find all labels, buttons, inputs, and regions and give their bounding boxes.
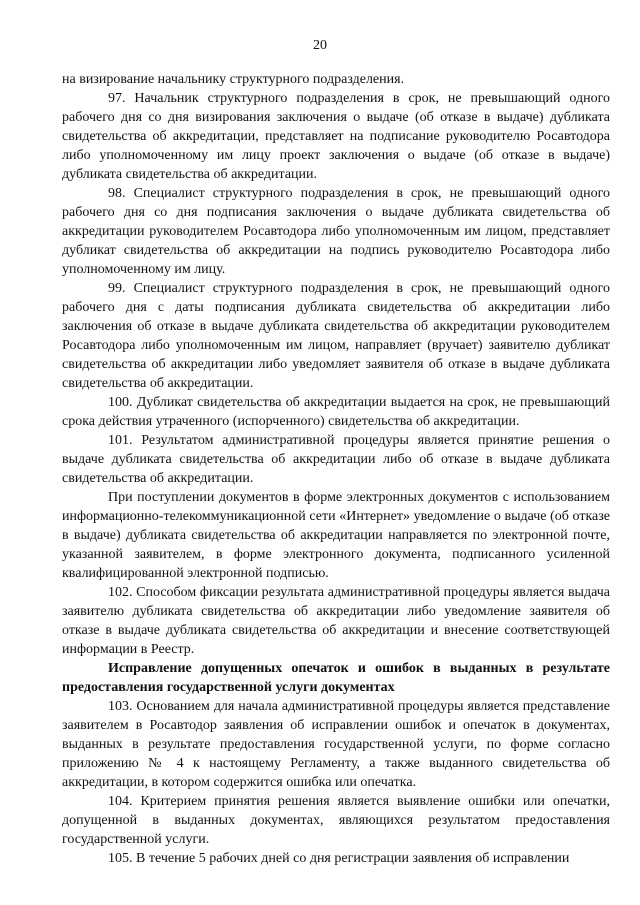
paragraph-103: 103. Основанием для начала административной процедуры является представление заявителем в Росавтодор заявления об исправлении ошибок и опечаток в документах, выданных в результате предоставления государственной услуги, по форме согласно приложению № 4 к настоящему Регламенту, а также выданного свидетельства об аккредитации, в котором содержится ошибка или опечатка.: [62, 699, 610, 790]
paragraph-98: 98. Специалист структурного подразделения в срок, не превышающий одного рабочего дня со дня подписания заключения о выдаче дубликата свидетельства об аккредитации руководителем Росавтодора либо уполномоченным им лицом, представляет дубликат свидетельства об аккредитации на подпись руководителю Росавтодора либо уполномоченному им лицу.: [62, 186, 610, 277]
paragraph-105: 105. В течение 5 рабочих дней со дня регистрации заявления об исправлении: [108, 851, 570, 866]
document-body: [62, 70, 610, 868]
paragraph-101-electronic: При поступлении документов в форме электронных документов с использованием информационно-телекоммуникационной сети «Интернет» уведомление о выдаче (об отказе в выдаче) дубликата свидетельства об аккредитации направляется по электронной почте, указанной заявителем, в форме электронного документа, подписанного усиленной квалифицированной электронной подписью.: [62, 490, 610, 581]
paragraph-97: 97. Начальник структурного подразделения в срок, не превышающий одного рабочего дня со дня визирования заключения о выдаче (об отказе в выдаче) дубликата свидетельства об аккредитации, представляет на подписание руководителю Росавтодора либо уполномоченному им лицу проект заключения о выдаче (об отказе в выдаче) дубликата свидетельства об аккредитации.: [62, 91, 610, 182]
paragraph-99: 99. Специалист структурного подразделения в срок, не превышающий одного рабочего дня с даты подписания дубликата свидетельства об аккредитации либо заключения об отказе в выдаче дубликата свидетельства об аккредитации руководителем Росавтодора либо уполномоченным им лицом, направляет (вручает) заявителю дубликат свидетельства об аккредитации либо уведомляет заявителя об отказе в выдаче дубликата свидетельства об аккредитации.: [62, 281, 610, 391]
paragraph-101: 101. Результатом административной процедуры является принятие решения о выдаче дубликата свидетельства об аккредитации либо об отказе в выдаче дубликата свидетельства об аккредитации.: [62, 433, 610, 486]
paragraph-continuation: на визирование начальнику структурного подразделения.: [62, 72, 405, 87]
paragraph-100: 100. Дубликат свидетельства об аккредитации выдается на срок, не превышающий срока действия утраченного (испорченного) свидетельства об аккредитации.: [62, 395, 610, 429]
paragraph-104: 104. Критерием принятия решения является выявление ошибки или опечатки, допущенной в выданных документах, являющихся результатом предоставления государственной услуги.: [62, 794, 610, 847]
paragraph-102: 102. Способом фиксации результата административной процедуры является выдача заявителю дубликата свидетельства об аккредитации либо уведомление заявителя об отказе в выдаче дубликата свидетельства об аккредитации и внесение соответствующей информации в Реестр.: [62, 585, 610, 657]
section-heading: Исправление допущенных опечаток и ошибок в выданных в результате предоставления государственной услуги документах: [62, 661, 610, 695]
page-number: 20: [313, 38, 327, 53]
